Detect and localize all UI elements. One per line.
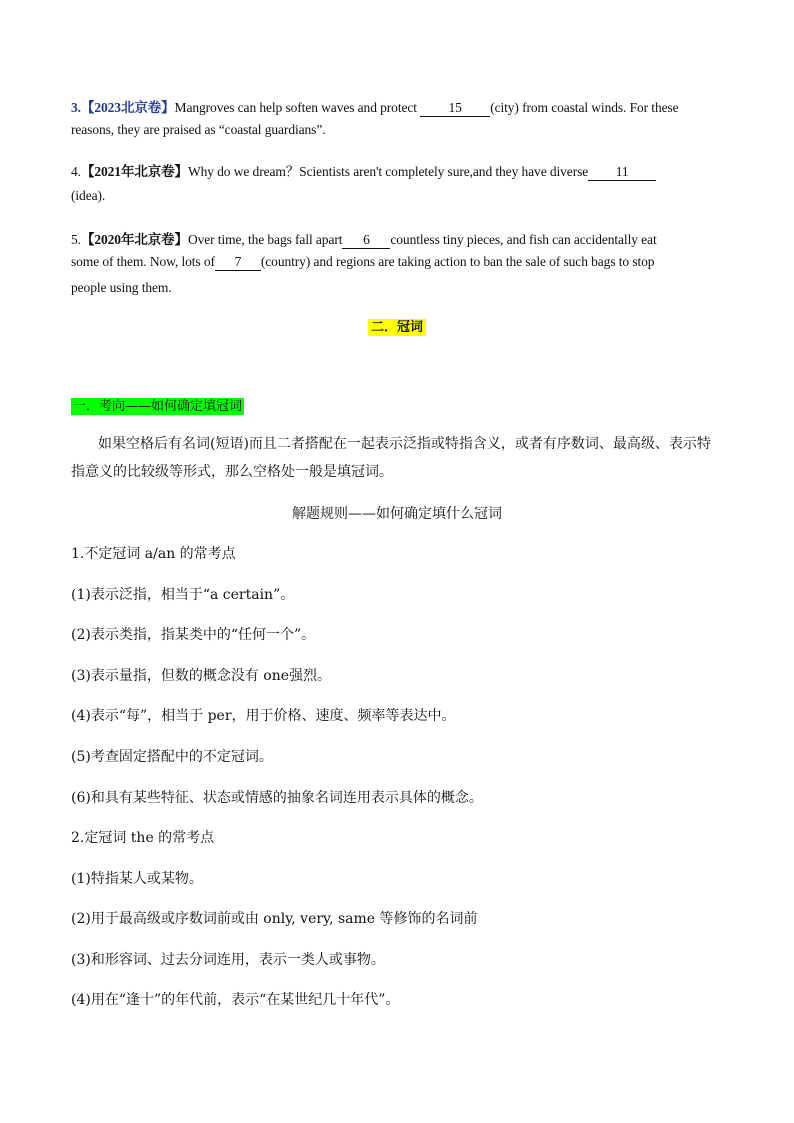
- list-item: (2)表示类指，指某类中的“任何一个”。: [71, 627, 316, 643]
- answer-blank[interactable]: 11: [588, 164, 656, 181]
- definite-heading: 2.定冠词 the 的常考点: [71, 830, 215, 846]
- question-number: 3.: [71, 100, 81, 115]
- question-source: 【2023北京卷】: [80, 100, 175, 115]
- list-item: (3)表示量指，但数的概念没有 one强烈。: [71, 668, 332, 684]
- intro-paragraph: 如果空格后有名词(短语)而且二者搭配在一起表示泛指或特指含义，或者有序数词、最高级、表示特指意义的比较级等形式，那么空格处一般是填冠词。: [71, 436, 711, 480]
- subsection-title-wrap: [71, 395, 244, 414]
- list-item: (1)表示泛指，相当于“a certain”。: [71, 587, 295, 603]
- list-item: (6)和具有某些特征、状态或情感的抽象名词连用表示具体的概念。: [71, 790, 483, 806]
- list-item: (1)特指某人或某物。: [71, 871, 203, 887]
- question-5-line-3: people using them.: [71, 280, 172, 295]
- question-source: 【2021年北京卷】: [80, 164, 188, 179]
- subsection-title: 一．考向——如何确定填冠词: [73, 399, 243, 414]
- list-item: (3)和形容词、过去分词连用，表示一类人或事物。: [71, 952, 385, 968]
- question-number: 4.: [71, 164, 81, 179]
- indefinite-heading: 1.不定冠词 a/an 的常考点: [71, 546, 236, 562]
- question-text: (country) and regions are taking action to ban the sale of such bags to stop: [260, 254, 655, 269]
- rule-title: 解题规则——如何确定填什么冠词: [292, 506, 502, 522]
- list-item: (5)考查固定搭配中的不定冠词。: [71, 749, 273, 765]
- answer-blank[interactable]: 6: [342, 232, 390, 249]
- question-5-line-1: [71, 228, 657, 249]
- list-item: (2)用于最高级或序数词前或由 only, very, same 等修饰的名词前: [71, 911, 478, 927]
- question-text: (city) from coastal winds. For these: [490, 100, 679, 115]
- section-title: 二．冠词: [368, 319, 426, 336]
- question-text: Mangroves can help soften waves and protect: [174, 100, 421, 115]
- question-5-line-2: [71, 254, 654, 271]
- answer-blank[interactable]: 15: [420, 100, 490, 117]
- question-text: Over time, the bags fall apart: [187, 232, 343, 247]
- question-text: some of them. Now, lots of: [71, 254, 215, 269]
- question-source: 【2020年北京卷】: [80, 232, 188, 247]
- list-item: (4)表示“每”，相当于 per，用于价格、速度、频率等表达中。: [71, 708, 456, 724]
- question-4-line-2: (idea).: [71, 188, 106, 203]
- answer-blank[interactable]: 7: [215, 254, 261, 271]
- question-text: Why do we dream？Scientists aren't completely sure,and they have diverse: [187, 164, 589, 179]
- question-3-line-2: reasons, they are praised as “coastal guardians”.: [71, 122, 326, 137]
- question-3-line-1: [71, 96, 679, 117]
- section-title-wrap: [0, 316, 794, 335]
- question-number: 5.: [71, 232, 81, 247]
- question-text: countless tiny pieces, and fish can accidentally eat: [390, 232, 657, 247]
- question-4-line-1: [71, 160, 656, 181]
- list-item: (4)用在“逢十”的年代前，表示“在某世纪几十年代”。: [71, 992, 400, 1008]
